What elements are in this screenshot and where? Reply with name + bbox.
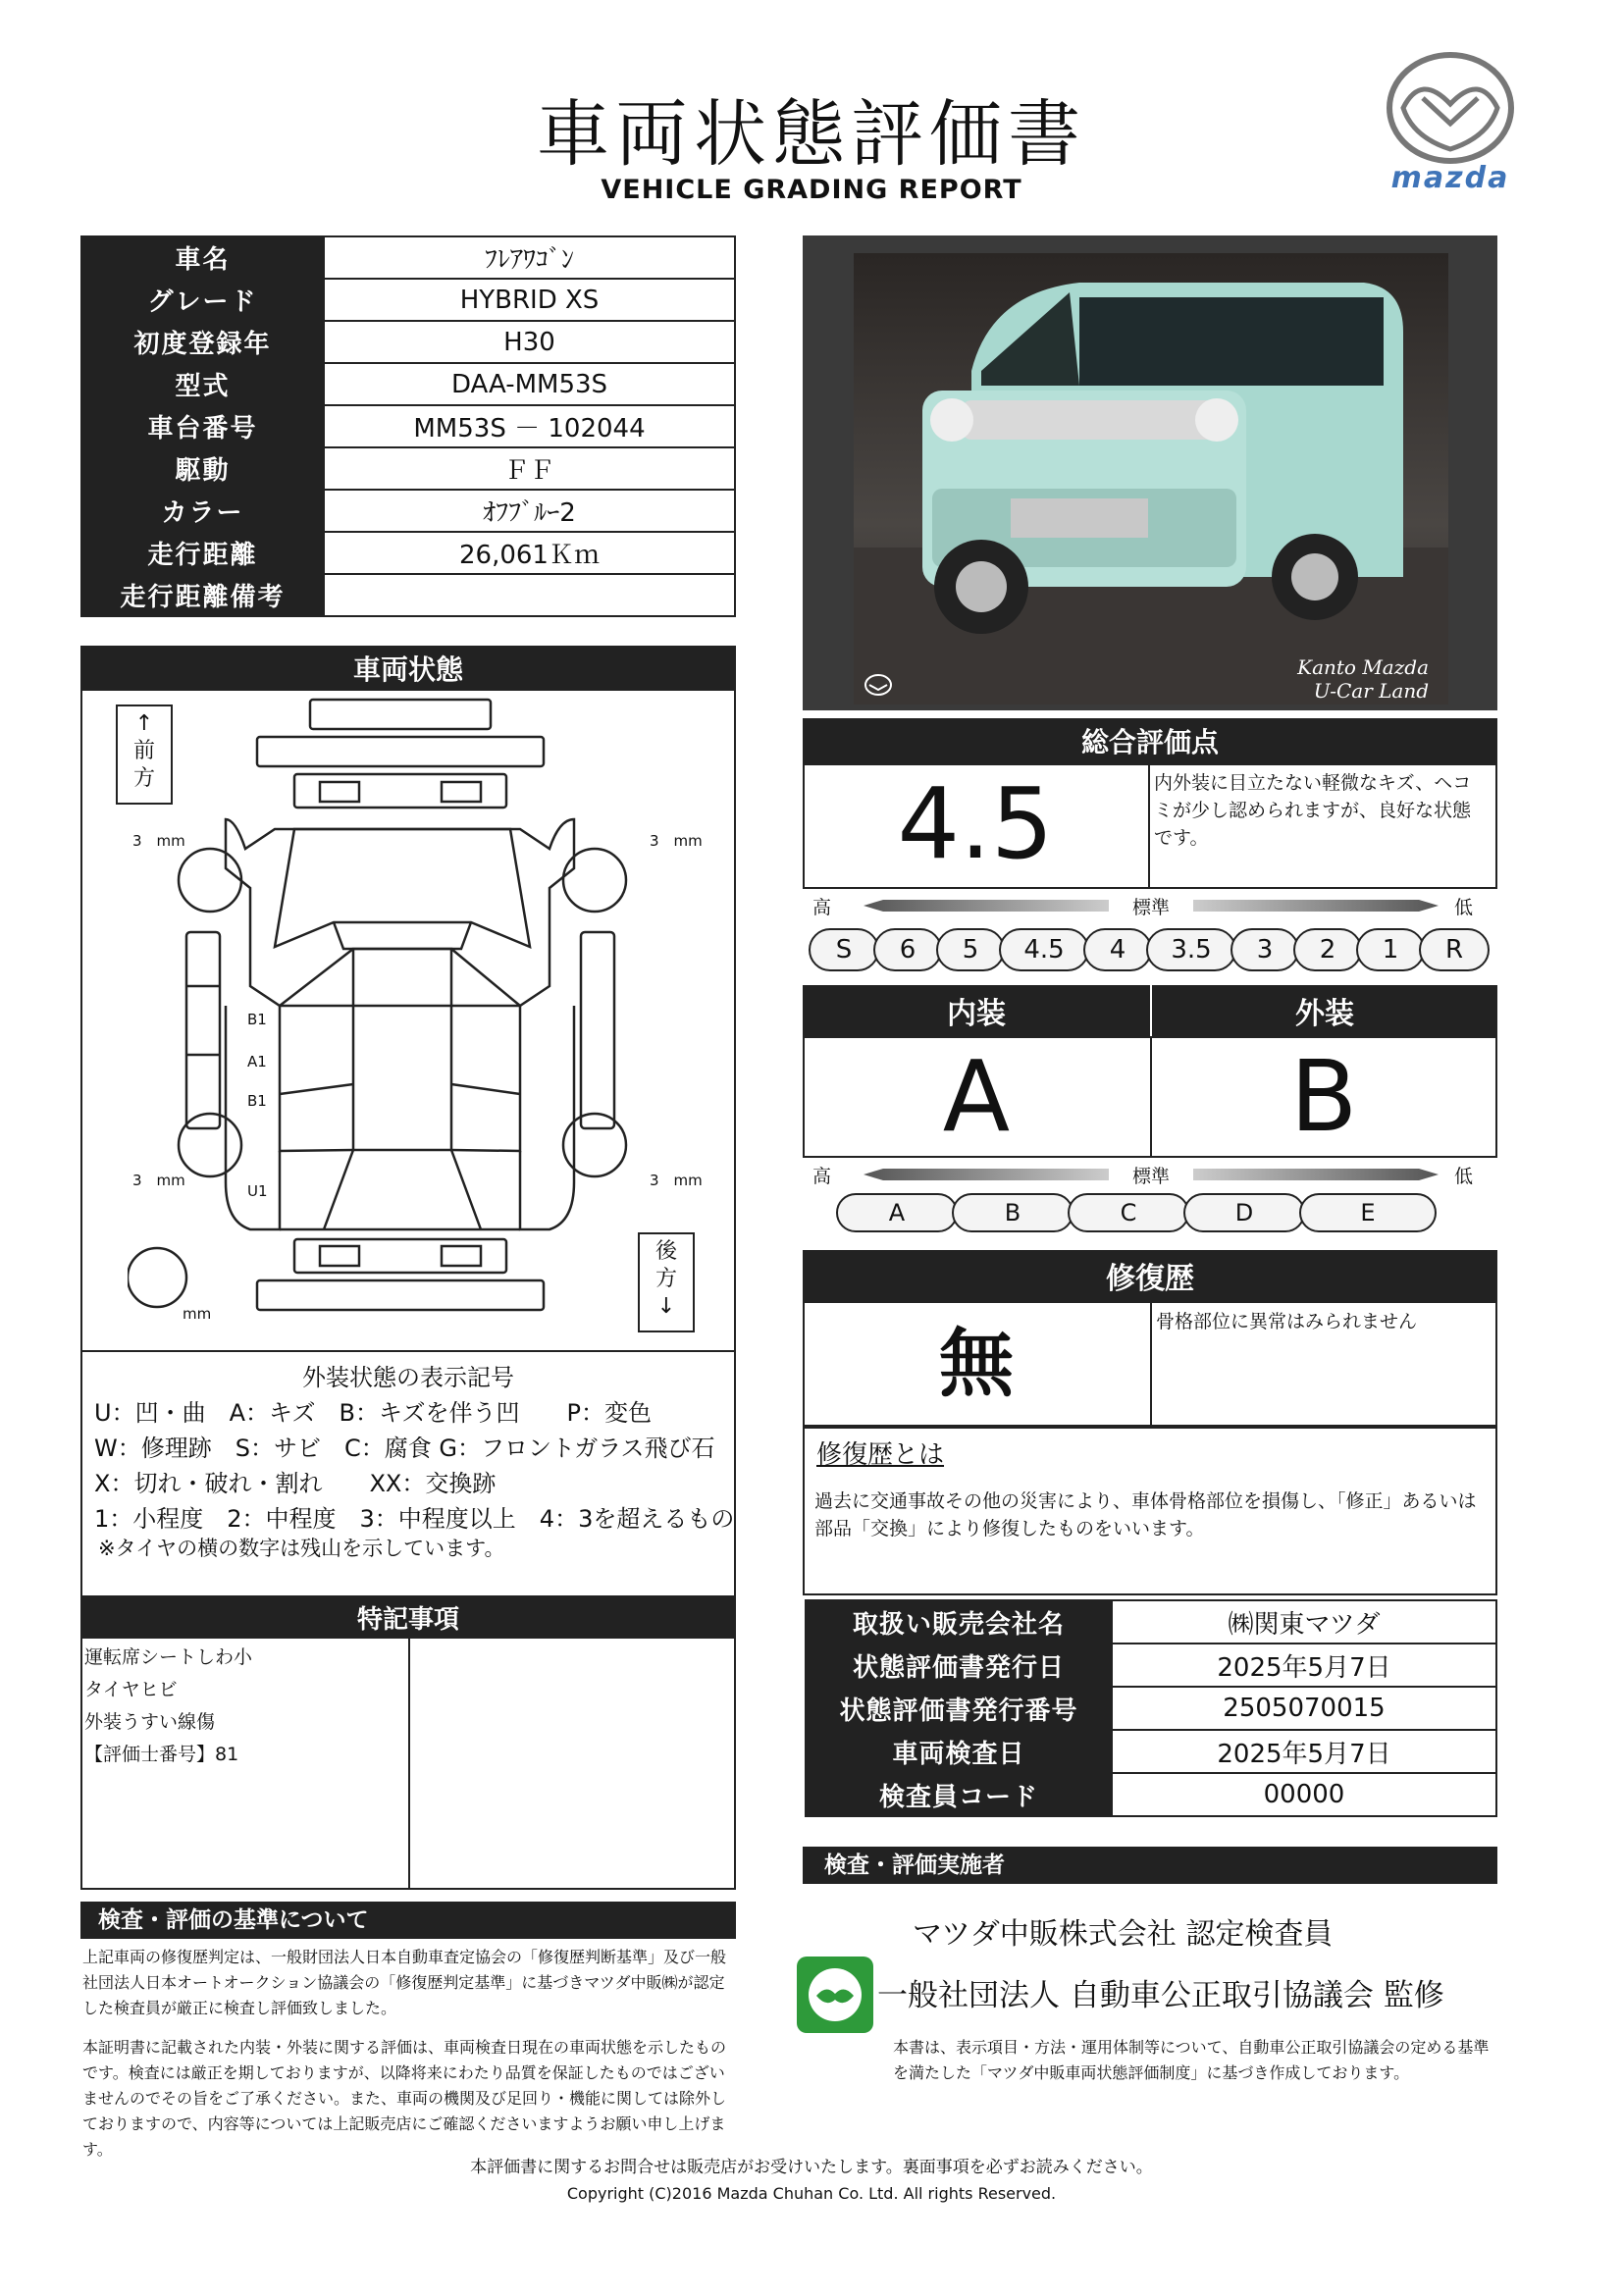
photo-caption-line: Kanto Mazda (1297, 655, 1429, 679)
spec-value: ｵﾌﾌﾞﾙｰ2 (324, 490, 735, 532)
rear-direction-label: 後 方 ↓ (638, 1232, 695, 1332)
spec-row (81, 574, 735, 616)
inspector-note: 本書は、表示項目・方法・運用体制等について、自動車公正取引協議会の定める基準を満たした「マツダ中販車両状態評価制度」に基づき作成しております。 (893, 2038, 1490, 2082)
legend-heading: 外装状態の表示記号 (302, 1364, 514, 1391)
spec-label: グレード (81, 279, 324, 321)
spec-label: 型式 (81, 363, 324, 405)
handshake-icon (797, 1957, 873, 2033)
info-value: 2025年5月7日 (1112, 1730, 1496, 1773)
spec-row (81, 490, 735, 532)
repair-value: 無 (939, 1320, 1014, 1407)
info-value: ㈱関東マツダ (1112, 1600, 1496, 1644)
overall-scale-step: S (809, 928, 879, 971)
info-value: 2025年5月7日 (1112, 1644, 1496, 1687)
criteria-paragraph-2: 本証明書に記載された内装・外装に関する評価は、車両検査日現在の車両状態を示したものです。検査には厳正を期しておりますが、以降将来にわたり品質を保証したものではございませんのでその旨をご了承ください。また、車両の機関及び足回り・機能に関しては除外しておりますので、内容等については上記販売店にご確認くださいますようお願い申し上げます。 (82, 2038, 727, 2159)
info-row (806, 1687, 1496, 1730)
spec-value: ＦＦ (324, 447, 735, 490)
info-label: 状態評価書発行日 (806, 1644, 1112, 1687)
mazda-emblem-icon (864, 674, 893, 696)
spec-row (81, 532, 735, 574)
inspector-heading: 検査・評価実施者 (803, 1847, 1497, 1884)
damage-mark: U1 (247, 1182, 268, 1200)
tire-depth-front-left: 3 mm (132, 832, 185, 850)
criteria-paragraph-1: 上記車両の修復歴判定は、一般財団法人日本自動車査定協会の「修復歴判断基準」及び一般社団法人日本オートオークション協議会の「修復歴判定基準」に基づきマツダ中販㈱が認定した検査員が厳正に検査し評価致しました。 (82, 1948, 727, 2017)
legend-row: X：切れ・破れ・割れ XX：交換跡 (94, 1470, 497, 1497)
spec-label: 初度登録年 (81, 321, 324, 363)
car-damage-diagram (128, 692, 677, 1320)
info-label: 状態評価書発行番号 (806, 1687, 1112, 1730)
grades-scale-high: 高 (812, 1166, 832, 1187)
grades-scale-arrow-right (1193, 1169, 1439, 1180)
tire-depth-front-right: 3 mm (650, 832, 703, 850)
info-table (805, 1599, 1497, 1817)
repair-definition-title: 修復歴とは (816, 1440, 945, 1470)
overall-scale-step: 3 (1230, 928, 1299, 971)
exterior-grade: B (1289, 1039, 1358, 1154)
interior-grade: A (942, 1039, 1011, 1154)
overall-scale-step: 2 (1293, 928, 1362, 971)
remark-item: 運転席シートしわ小 (84, 1646, 253, 1668)
repair-divider (1150, 1301, 1152, 1427)
mazda-logo (1372, 47, 1529, 194)
grades-scale-step: C (1068, 1193, 1189, 1232)
overall-scale-high: 高 (812, 897, 832, 918)
legend-row: 1：小程度 2：中程度 3：中程度以上 4：3を超えるもの (94, 1505, 735, 1533)
overall-scale-arrow-left (864, 900, 1109, 912)
overall-scale-step: 4.5 (999, 928, 1089, 971)
damage-mark: A1 (247, 1053, 267, 1070)
report-subtitle: VEHICLE GRADING REPORT (601, 175, 1022, 205)
grades-scale-step: E (1299, 1193, 1437, 1232)
info-label: 検査員コード (806, 1773, 1112, 1816)
tire-depth-rear-right: 3 mm (650, 1172, 703, 1189)
info-label: 取扱い販売会社名 (806, 1600, 1112, 1644)
spec-label: 走行距離備考 (81, 574, 324, 616)
info-row (806, 1644, 1496, 1687)
spec-row (81, 363, 735, 405)
spec-label: 車名 (81, 236, 324, 279)
grades-scale-low: 低 (1454, 1166, 1474, 1187)
report-title: 車両状態評価書 (537, 92, 1086, 177)
info-label: 車両検査日 (806, 1730, 1112, 1773)
overall-divider (1148, 763, 1150, 889)
spec-row (81, 279, 735, 321)
legend-row: ※タイヤの横の数字は残山を示しています。 (98, 1537, 505, 1560)
condition-heading: 車両状態 (80, 646, 736, 691)
vehicle-photo-frame (803, 235, 1497, 710)
legend-row: W：修理跡 S：サビ C：腐食 G：フロントガラス飛び石 (94, 1435, 715, 1462)
overall-score-value: 4.5 (897, 766, 1054, 881)
damage-mark: B1 (247, 1011, 267, 1028)
overall-scale-step: 3.5 (1146, 928, 1236, 971)
fair-trade-logo (797, 1957, 873, 2033)
overall-scale-step: R (1419, 928, 1490, 971)
overall-scale-mid: 標準 (1132, 897, 1171, 918)
car-photo-icon (854, 253, 1448, 704)
spec-label: カラー (81, 490, 324, 532)
info-row (806, 1773, 1496, 1816)
overall-scale-step: 1 (1356, 928, 1425, 971)
footer-copyright: Copyright (C)2016 Mazda Chuhan Co. Ltd. All rights Reserved. (566, 2184, 1057, 2203)
remark-item: タイヤヒビ (84, 1679, 178, 1700)
repair-comment: 骨格部位に異常はみられません (1156, 1311, 1418, 1332)
interior-heading: 内装 (803, 985, 1150, 1036)
remarks-heading: 特記事項 (80, 1595, 736, 1639)
spec-label: 車台番号 (81, 405, 324, 447)
overall-scale-arrow-right (1193, 900, 1439, 912)
grades-scale-arrow-left (864, 1169, 1109, 1180)
info-value: 00000 (1112, 1773, 1496, 1816)
overall-scale-step: 4 (1083, 928, 1152, 971)
grades-scale-step: B (952, 1193, 1073, 1232)
mazda-wordmark: mazda (1390, 161, 1510, 195)
info-row (806, 1600, 1496, 1644)
overall-comment: 内外装に目立たない軽微なキズ、ヘコミが少し認められますが、良好な状態です。 (1154, 772, 1472, 849)
grades-scale-step: A (836, 1193, 958, 1232)
spec-label: 駆動 (81, 447, 324, 490)
overall-scale-low: 低 (1454, 897, 1474, 918)
vehicle-photo (854, 253, 1448, 704)
remarks-divider (408, 1639, 410, 1890)
spec-value: 26,061Ｋｍ (324, 532, 735, 574)
grades-scale-mid: 標準 (1132, 1166, 1171, 1187)
photo-caption (1297, 655, 1429, 703)
photo-mazda-mark (864, 674, 893, 699)
front-direction-label: ↑ 前 方 (116, 704, 173, 805)
spec-row (81, 321, 735, 363)
criteria-heading: 検査・評価の基準について (80, 1902, 736, 1939)
spec-value (324, 574, 735, 616)
overall-scale-step: 6 (873, 928, 942, 971)
spec-row (81, 447, 735, 490)
spec-label: 走行距離 (81, 532, 324, 574)
info-row (806, 1730, 1496, 1773)
overall-scale-step: 5 (936, 928, 1005, 971)
spec-value: ﾌﾚｱﾜｺﾞﾝ (324, 236, 735, 279)
spec-row (81, 405, 735, 447)
spec-row (81, 236, 735, 279)
spec-value: DAA-MM53S (324, 363, 735, 405)
spec-table (80, 235, 736, 617)
legend-row: U：凹・曲 A：キズ B：キズを伴う凹 P：変色 (94, 1399, 652, 1427)
spec-value: MM53S － 102044 (324, 405, 735, 447)
repair-heading: 修復歴 (803, 1250, 1497, 1301)
spec-value: HYBRID XS (324, 279, 735, 321)
exterior-heading: 外装 (1150, 985, 1497, 1036)
tire-depth-rear-left: 3 mm (132, 1172, 185, 1189)
footer-inquiry: 本評価書に関するお問合せは販売店がお受けいたします。裏面事項を必ずお読みください。 (470, 2158, 1153, 2177)
tire-depth-spare: mm (183, 1305, 212, 1323)
info-value: 2505070015 (1112, 1687, 1496, 1730)
overall-heading: 総合評価点 (803, 718, 1497, 763)
damage-mark: B1 (247, 1092, 267, 1110)
photo-caption-line: U-Car Land (1313, 679, 1429, 703)
grades-scale-step: D (1183, 1193, 1305, 1232)
legend-divider (80, 1350, 736, 1352)
inspector-org: マツダ中販株式会社 認定検査員 (913, 1917, 1334, 1952)
remark-item: 【評価士番号】81 (84, 1744, 239, 1765)
repair-definition-text: 過去に交通事故その他の災害により、車体骨格部位を損傷し、「修正」あるいは部品「交換」により修復したものをいいます。 (814, 1490, 1477, 1539)
remark-item: 外装うすい線傷 (84, 1711, 216, 1733)
spec-value: H30 (324, 321, 735, 363)
inspector-supervisor: 一般社団法人 自動車公正取引協議会 監修 (877, 1978, 1444, 2013)
